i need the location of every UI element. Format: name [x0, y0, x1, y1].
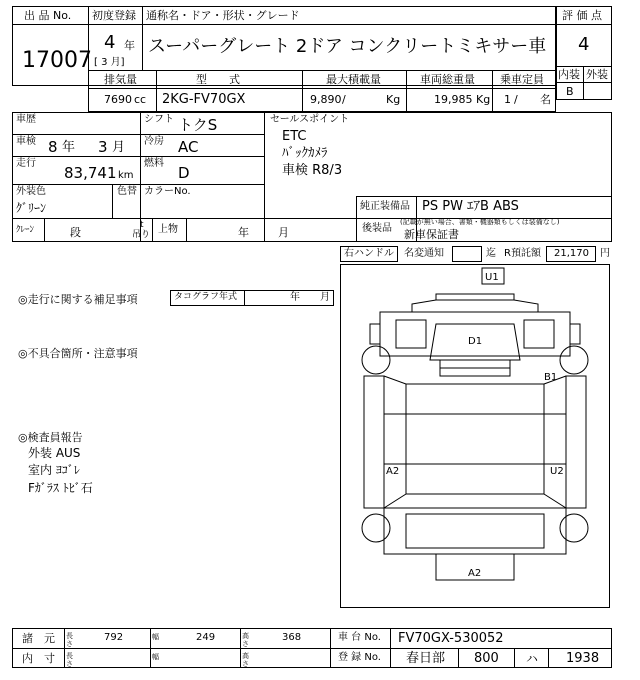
dims-label: 諸 元 — [22, 632, 55, 645]
capacity: 1 — [504, 93, 511, 106]
displacement-label: 排気量 — [104, 73, 137, 86]
capacity-sep: / — [514, 93, 518, 106]
fuel: D — [178, 164, 190, 182]
sales-point-1: ETC — [282, 129, 307, 144]
model-label: 型 式 — [196, 73, 240, 86]
max-load: 9,890 — [310, 93, 342, 106]
chassis-label: 車 台 No. — [338, 632, 381, 643]
height: 368 — [282, 632, 302, 643]
aftermarket-label: 後装品 — [362, 223, 392, 234]
first-reg-month: 3 — [101, 57, 108, 68]
mark-a2-left: A2 — [386, 466, 400, 477]
front-right-wheel — [560, 346, 588, 374]
right-handle: 右ハンドル — [344, 248, 394, 259]
odometer-unit: 円 — [600, 248, 610, 259]
odometer-label: R預託額 — [504, 248, 541, 259]
right-mirror — [570, 324, 580, 344]
score-value: 4 — [578, 34, 590, 55]
plate-number: 1938 — [566, 651, 600, 666]
displacement: 7690 — [104, 93, 132, 106]
cab-body — [380, 312, 570, 356]
truck-damage-diagram — [340, 264, 610, 608]
first-reg-label: 初度登録 — [92, 9, 136, 22]
odometer: 21,170 — [554, 248, 589, 259]
right-door — [524, 320, 554, 348]
inspection-year-unit: 年 — [62, 140, 76, 155]
rear-right-wheel — [560, 514, 588, 542]
inspector-line-3: Fｶﾞﾗｽ ﾄﾋﾞ石 — [28, 481, 93, 495]
inspector-label: ◎検査員報告 — [18, 431, 83, 444]
defects-label: ◎不具合箇所・注意事項 — [18, 347, 138, 360]
mark-a2-rear: A2 — [468, 568, 482, 579]
aftermarket-note: (記載が無い場合、書類・機器類もしくは装備なし) — [400, 218, 560, 226]
max-load-sep: / — [342, 93, 346, 106]
name-change-label: 名変通知 — [404, 248, 444, 259]
height-label: 高さ — [242, 632, 249, 648]
chassis-number: FV70GX-530052 — [398, 631, 504, 646]
gross-weight: 19,985 — [434, 93, 473, 106]
width-label: 幅 — [152, 633, 159, 641]
mileage: 83,741 — [64, 164, 117, 182]
vehicle-name: スーパーグレート 2ドア コンクリートミキサー車 — [148, 36, 547, 57]
inspector-line-2: 室内 ﾖｺﾞﾚ — [28, 463, 80, 477]
mixer-body — [406, 384, 544, 494]
tachograph-year-unit: 年 — [290, 292, 300, 303]
rear-body — [384, 508, 566, 554]
mark-b1: B1 — [544, 372, 558, 383]
tachograph-label: タコグラフ年式 — [174, 292, 238, 302]
crane-ton-unit: t — [140, 220, 144, 230]
fuel-label: 燃料 — [144, 158, 164, 169]
shift: トクS — [178, 116, 218, 134]
aftermarket: 新車保証書 — [404, 228, 459, 241]
mark-u1: U1 — [485, 272, 499, 283]
inspection-year: 8 — [48, 138, 58, 156]
capacity-unit: 名 — [540, 93, 551, 106]
width: 249 — [196, 632, 216, 643]
history-label: 車歴 — [16, 114, 36, 125]
length: 792 — [104, 632, 124, 643]
inspector-line-1: 外装 AUS — [28, 446, 81, 460]
plate-class: 800 — [474, 651, 499, 666]
crane-stage-unit: 段 — [70, 226, 81, 239]
ac-label: 冷房 — [144, 136, 164, 147]
interior-grade: B — [566, 85, 574, 98]
first-reg-year: 4 — [104, 32, 116, 53]
mileage-label: 走行 — [16, 158, 36, 169]
inner-length-label: 長さ — [66, 652, 73, 668]
mark-u2: U2 — [550, 466, 564, 477]
gross-weight-label: 車両総重量 — [420, 73, 475, 86]
loading-month-unit: 月 — [278, 226, 289, 239]
left-side-panel — [364, 376, 384, 508]
name-change-box — [452, 246, 482, 262]
plate-region: 春日部 — [406, 651, 446, 666]
shift-label: シフト — [144, 114, 174, 125]
model: 2KG-FV70GX — [162, 92, 246, 107]
interior-label: 内装 — [558, 68, 580, 81]
mileage-unit: km — [118, 170, 134, 181]
front-left-wheel — [362, 346, 390, 374]
month-unit: 月 — [110, 57, 121, 68]
diagram-frame — [341, 265, 610, 608]
gross-weight-unit: Kg — [476, 93, 491, 106]
length-label: 長さ — [66, 632, 73, 648]
inner-width-label: 幅 — [152, 653, 159, 661]
sales-point-2: ﾊﾞｯｸｶﾒﾗ — [282, 146, 328, 161]
loading-label: 上物 — [158, 224, 178, 235]
displacement-unit: cc — [134, 93, 147, 106]
inspection-month-unit: 月 — [112, 140, 126, 155]
genuine-equipment: PS PW ｴｱB ABS — [422, 199, 519, 214]
driving-remarks-label: ◎走行に関する補足事項 — [18, 293, 138, 306]
right-side-panel — [566, 376, 586, 508]
sales-point-3: 車検 R8/3 — [282, 163, 343, 178]
color-label: 外装色 — [16, 186, 46, 197]
tachograph-month-unit: 月 — [320, 292, 330, 303]
color-change-label: 色替 — [117, 186, 137, 197]
inspection-month: 3 — [98, 138, 108, 156]
score-label: 評 価 点 — [562, 9, 602, 22]
cab-top — [412, 300, 538, 312]
year-unit: 年 — [124, 39, 135, 52]
inner-height-label: 高さ — [242, 652, 249, 668]
rear-left-wheel — [362, 514, 390, 542]
color-no-label: カラーNo. — [144, 186, 191, 197]
lot-number: 17007 — [22, 48, 92, 73]
left-door — [396, 320, 426, 348]
exterior-label: 外装 — [586, 68, 608, 81]
inner-dims-label: 内 寸 — [22, 652, 55, 665]
deadline-label: 迄 — [486, 248, 496, 259]
genuine-label: 純正装備品 — [360, 201, 410, 212]
capacity-label: 乗車定員 — [500, 73, 544, 86]
first-reg-month-wrap: [ 3 月] — [94, 57, 125, 68]
ac: AC — [178, 138, 199, 156]
plate-kana: ハ — [526, 652, 539, 666]
max-load-label: 最大積載量 — [326, 73, 381, 86]
cab-roof — [436, 294, 514, 300]
left-mirror — [370, 324, 380, 344]
color: ｸﾞﾘｰﾝ — [16, 201, 47, 215]
plate-label: 登 録 No. — [338, 652, 381, 663]
sales-points-label: セールスポイント — [270, 114, 350, 125]
crane-label: ｸﾚｰﾝ — [16, 225, 35, 235]
inspection-label: 車検 — [16, 136, 36, 147]
crane-lift-label: 吊り — [132, 230, 151, 240]
max-load-unit: Kg — [386, 93, 401, 106]
name-label: 通称名・ドア・形状・グレード — [146, 9, 300, 22]
lot-label: 出 品 No. — [24, 9, 72, 22]
loading-year-unit: 年 — [238, 226, 249, 239]
mark-d1: D1 — [468, 336, 483, 347]
